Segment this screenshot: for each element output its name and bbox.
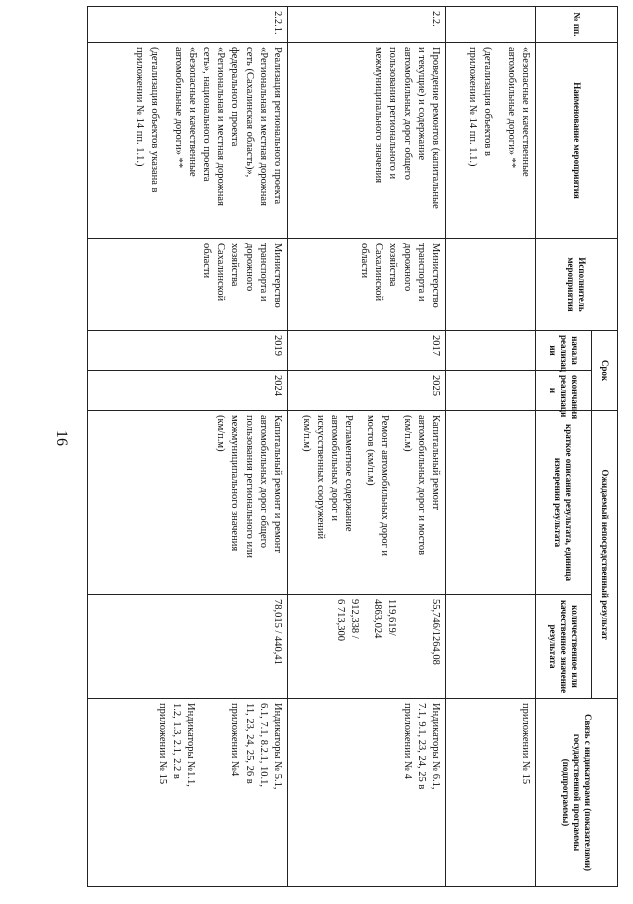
executor-line: транспорта и <box>257 243 269 302</box>
header-expected-desc: краткое описание результата, единица измерения результата <box>536 411 592 595</box>
link-line: приложении № 15 <box>156 703 168 785</box>
desc-line: автомобильных дорог и <box>328 415 340 521</box>
table-row <box>88 7 288 887</box>
cell-num: 2.2. <box>288 7 446 43</box>
cell-link <box>288 699 446 887</box>
value-line: 6 713,300 <box>335 599 347 642</box>
value-line: 119,619/ <box>385 599 397 636</box>
desc-line: искусственных сооружений <box>314 415 326 540</box>
cell-value <box>446 595 536 699</box>
cell-end <box>446 371 536 411</box>
name-line: Проведение ремонтов (капитальные <box>430 47 441 209</box>
executor-line: Министерство <box>272 243 283 308</box>
name-line: межмуниципального значения <box>373 47 385 184</box>
desc-line: автомобильных дорог общего <box>257 415 269 548</box>
link-line: 6.1, 7.1, 8.2.1, 10.1, <box>257 703 269 788</box>
name-note-line: приложении № 14 пп. 1.1.) <box>134 47 146 167</box>
cell-start <box>446 331 536 371</box>
header-name: Наименование мероприятия <box>536 43 618 239</box>
name-line: Реализация регионального проекта <box>272 47 283 205</box>
name-line: «Безопасные и качественные <box>520 47 531 177</box>
cell-value <box>288 595 446 699</box>
desc-line: автомобильных дорог и мостов <box>415 415 427 556</box>
cell-value <box>88 595 288 699</box>
executor-line: хозяйства <box>229 243 241 287</box>
cell-num <box>446 7 536 43</box>
header-executor: Исполнитель мероприятия <box>536 239 618 331</box>
link-line: Индикаторы № 6.1, <box>430 703 441 790</box>
header-term-end: окончания реализаци и <box>536 371 592 411</box>
name-line: пользования регионального и <box>387 47 399 180</box>
header-term-start: начала реализац ии <box>536 331 592 371</box>
value-line: 78,015 / 440,41 <box>272 599 283 665</box>
cell-start: 2017 <box>288 331 446 371</box>
header-row-1 <box>592 7 618 887</box>
cell-executor <box>446 239 536 331</box>
desc-line: мостов (км/п.м) <box>365 415 377 486</box>
cell-name <box>88 43 288 239</box>
cell-link <box>446 699 536 887</box>
cell-desc <box>446 411 536 595</box>
page-number: 16 <box>53 430 70 446</box>
name-line: «Региональная и местная дорожная <box>257 47 269 206</box>
table-row <box>446 7 536 887</box>
header-num: № пп. <box>536 7 618 43</box>
value-line: 912,338 / <box>349 599 361 639</box>
link-line: приложении № 4 <box>401 703 413 779</box>
name-line: автомобильных дорог общего <box>401 47 413 180</box>
executor-line: транспорта и <box>415 243 427 302</box>
desc-line: Капитальный ремонт <box>430 415 441 511</box>
name-line: федерального проекта <box>229 47 241 147</box>
name-line: «Безопасные и качественные <box>186 47 198 177</box>
executor-line: Сахалинской <box>373 243 385 302</box>
link-line: 7.1, 9.1, 23, 24, 25 в <box>415 703 427 790</box>
link-line: приложении №4 <box>229 703 241 777</box>
name-note-line: (детализация объектов в <box>481 47 493 156</box>
desc-line: Ремонт автомобильных дорог и <box>379 415 391 557</box>
name-note-line: (детализация объектов указана в <box>148 47 160 193</box>
desc-line: Регламентное содержание <box>343 415 355 532</box>
cell-link <box>88 699 288 887</box>
cell-end: 2024 <box>88 371 288 411</box>
executor-line: области <box>359 243 371 279</box>
cell-desc <box>88 411 288 595</box>
name-line: сеть (Сахалинская область)», <box>243 47 255 178</box>
measures-table <box>87 6 618 887</box>
executor-line: Сахалинской <box>215 243 227 302</box>
executor-line: Министерство <box>430 243 441 308</box>
desc-line: (км/п.м) <box>215 415 227 452</box>
desc-line: (км/п.м) <box>401 415 413 452</box>
name-note-line: приложении № 14 пп. 1.1.) <box>467 47 479 167</box>
cell-end: 2025 <box>288 371 446 411</box>
header-link: Связь с индикаторами (показателями) государственной программы (подпрограммы) <box>536 699 618 887</box>
link-line: 11, 23, 24, 25, 26 в <box>243 703 255 784</box>
value-line: 55,746/1264,08 <box>430 599 441 665</box>
executor-line: области <box>201 243 213 279</box>
name-line: «Региональная и местная дорожная <box>215 47 227 206</box>
desc-line: (км/п.м) <box>300 415 312 452</box>
link-line: приложении № 15 <box>520 703 531 785</box>
header-term: Срок <box>592 331 618 411</box>
name-line: автомобильные дороги» ** <box>505 47 517 169</box>
header-expected: Ожидаемый непосредственный результат <box>592 411 618 699</box>
rotated-table-wrapper <box>88 6 618 886</box>
link-line: Индикаторы №1.1, <box>185 703 197 787</box>
header-expected-value: количественное или качественное значение результата <box>536 595 592 699</box>
cell-start: 2019 <box>88 331 288 371</box>
link-line: 1.2, 1.3, 2.1, 2.2 в <box>171 703 183 779</box>
value-line: 4863,024 <box>371 599 383 639</box>
cell-desc <box>288 411 446 595</box>
cell-num: 2.2.1. <box>88 7 288 43</box>
desc-line: Капитальный ремонт и ремонт <box>272 415 283 553</box>
desc-line: пользования регионального или <box>243 415 255 559</box>
name-line: сеть», национального проекта <box>201 47 213 182</box>
cell-executor <box>88 239 288 331</box>
cell-name <box>446 43 536 239</box>
desc-line: межмуниципального значения <box>229 415 241 552</box>
name-line: и текущие) и содержание <box>415 47 427 161</box>
table-row <box>288 7 446 887</box>
link-line: Индикаторы № 5.1, <box>272 703 283 790</box>
name-line: автомобильные дороги» ** <box>172 47 184 169</box>
cell-name <box>288 43 446 239</box>
executor-line: хозяйства <box>387 243 399 287</box>
executor-line: дорожного <box>243 243 255 292</box>
executor-line: дорожного <box>401 243 413 292</box>
cell-executor <box>288 239 446 331</box>
